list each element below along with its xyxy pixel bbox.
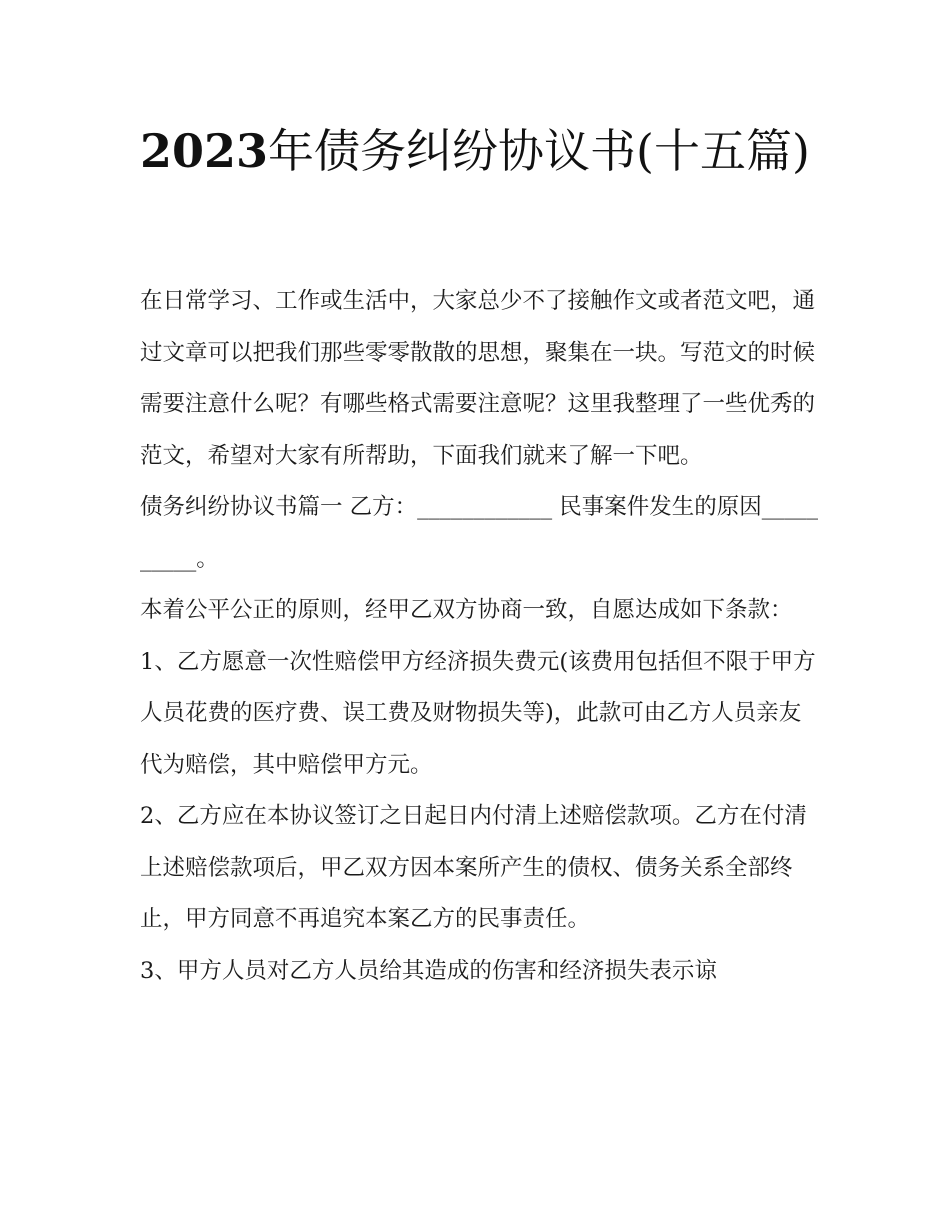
- clause-3-paragraph: 3、甲方人员对乙方人员给其造成的伤害和经济损失表示谅: [140, 957, 717, 984]
- intro-paragraph: 在日常学习、工作或生活中，大家总少不了接触作文或者范文吧，通过文章可以把我们那些零零散散的思想，聚集在一块。写范文的时候需要注意什么呢？有哪些格式需要注意呢？这里我整理了一些优秀的范文，希望对大家有所帮助，下面我们就来了解一下吧。: [140, 288, 816, 469]
- title-year: 2023: [140, 124, 269, 178]
- document-body: [140, 276, 820, 997]
- principle-paragraph: 本着公平公正的原则，经甲乙双方协商一致，自愿达成如下条款：: [140, 597, 793, 623]
- clause-2-paragraph: 2、乙方应在本协议签订之日起日内付清上述赔偿款项。乙方在付清上述赔偿款项后，甲乙双方因本案所产生的债权、债务关系全部终止，甲方同意不再追究本案乙方的民事责任。: [140, 803, 807, 932]
- clause-1-paragraph: 1、乙方愿意一次性赔偿甲方经济损失费元(该费用包括但不限于甲方人员花费的医疗费、误工费及财物损失等)，此款可由乙方人员亲友代为赔偿，其中赔偿甲方元。: [140, 648, 816, 778]
- title-text: 年债务纠纷协议书(十五篇): [268, 124, 810, 178]
- parties-paragraph: 债务纠纷协议书篇一 乙方：____________ 民事案件发生的原因__________。: [140, 494, 819, 572]
- document-title: [140, 112, 820, 190]
